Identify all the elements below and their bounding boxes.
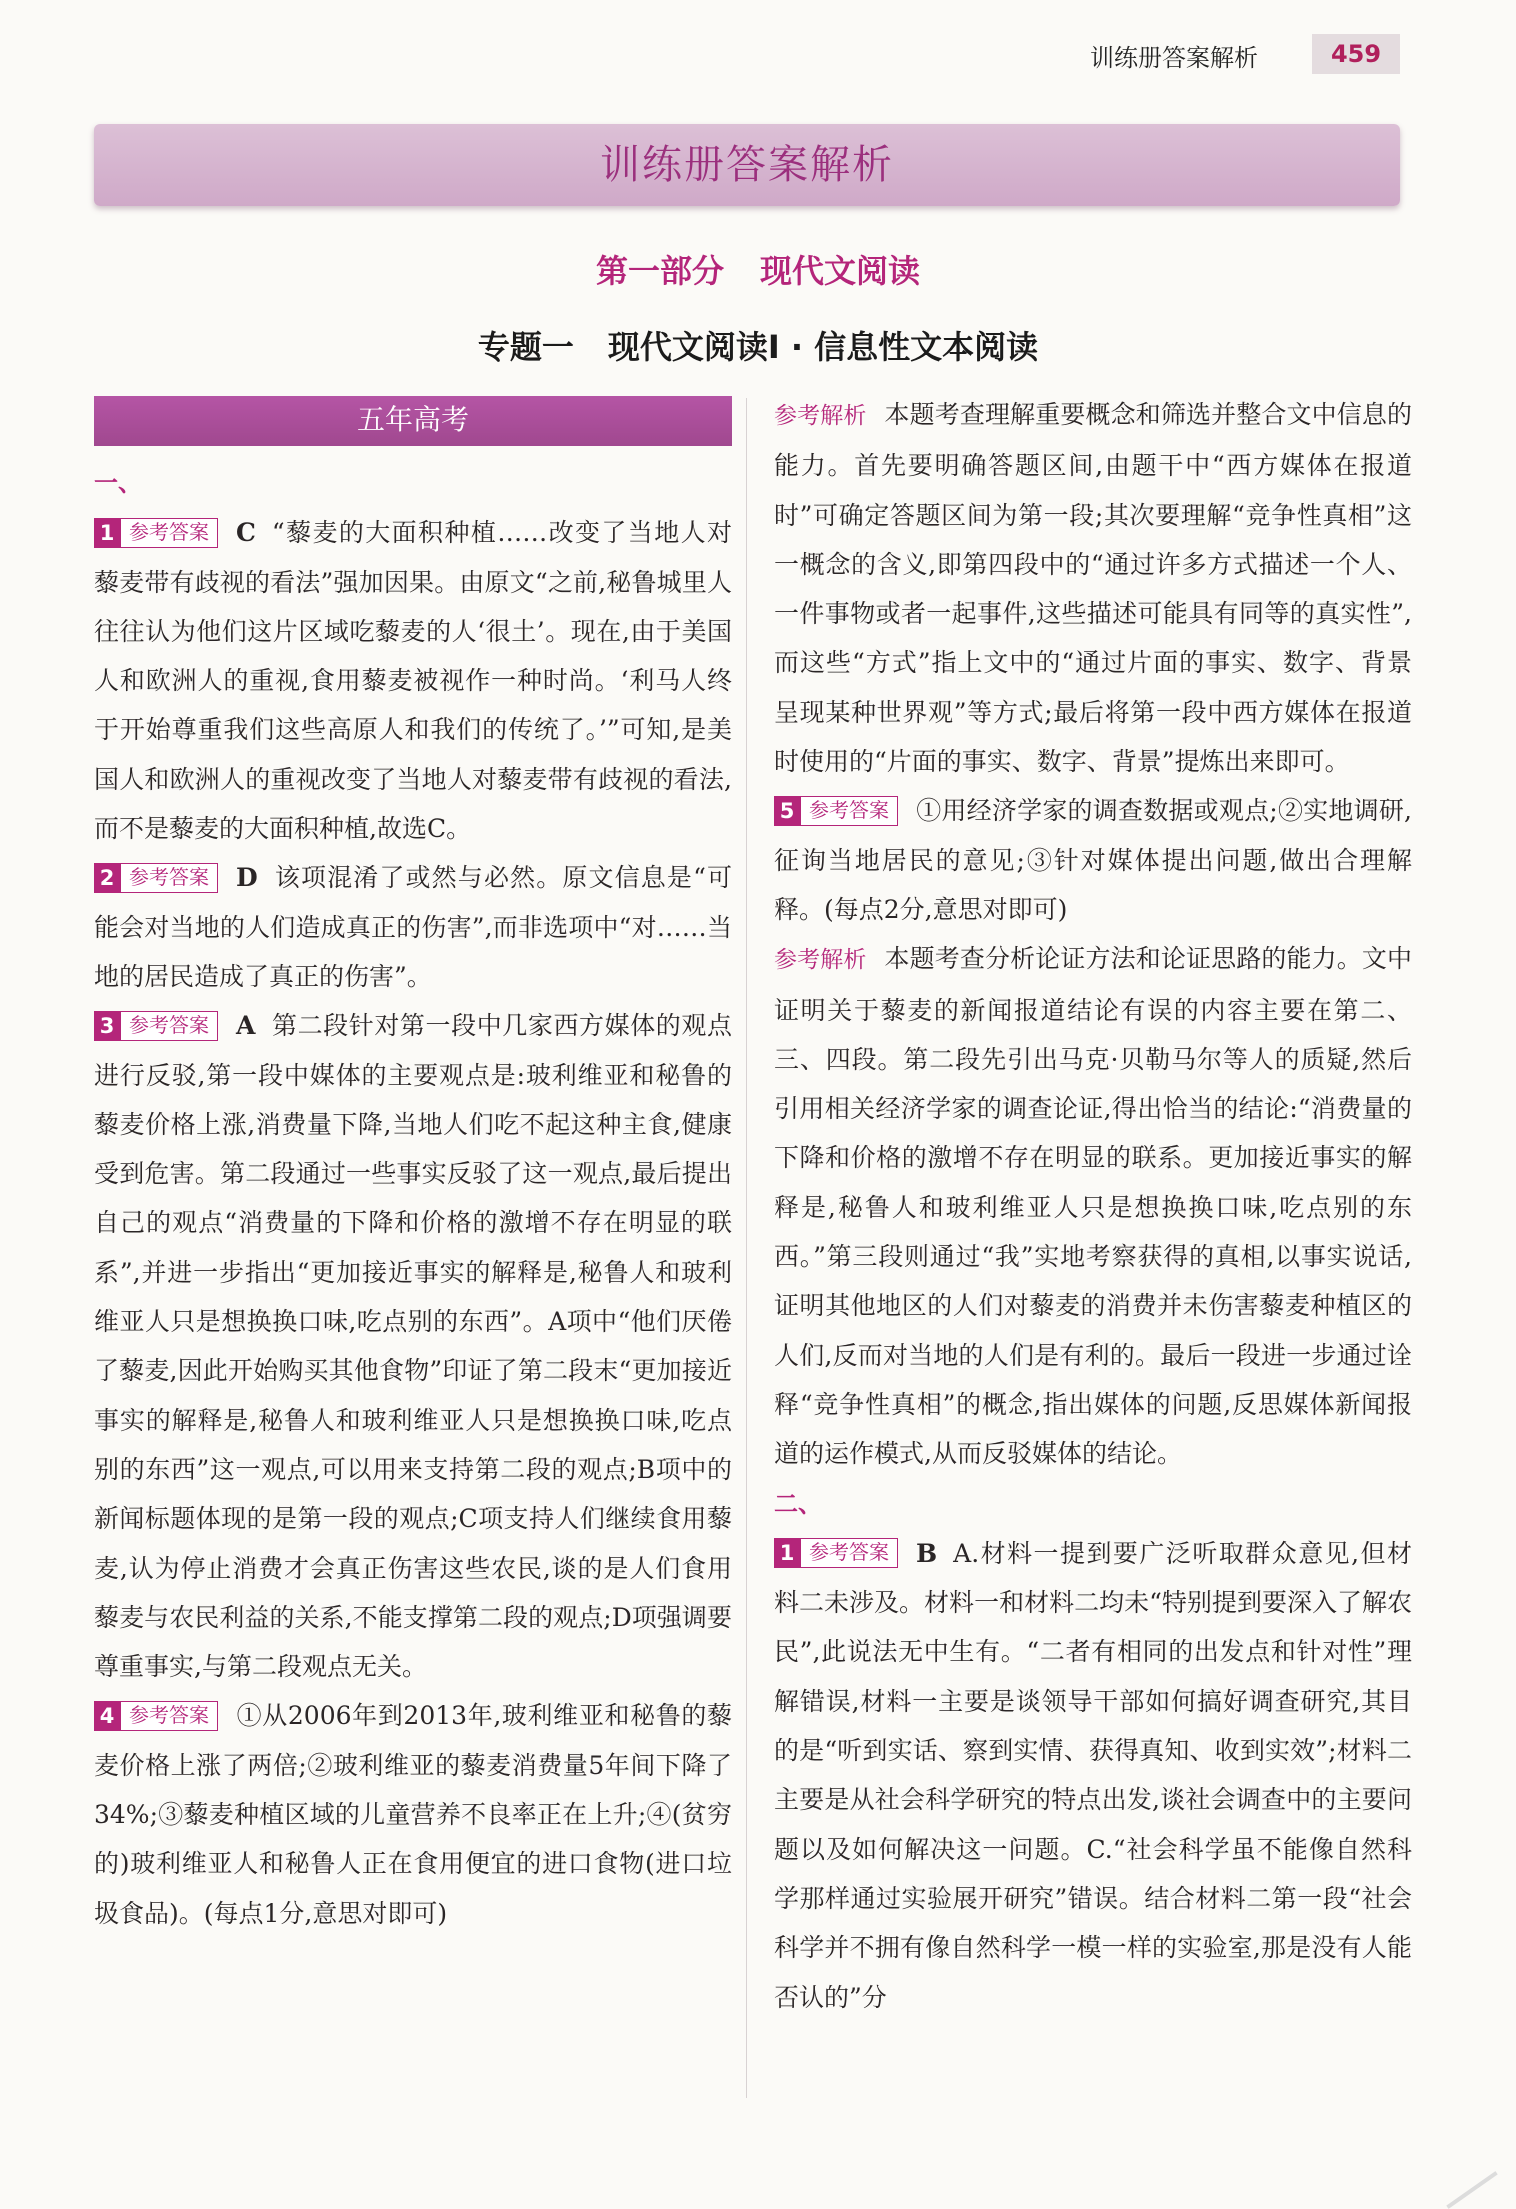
- right-column: [774, 390, 1412, 2022]
- analysis-text: 本题考查分析论证方法和论证思路的能力。文中证明关于藜麦的新闻报道结论有误的内容主要在第二、三、四段。第二段先引出马克·贝勒马尔等人的质疑,然后引用相关经济学家的调查论证,得出恰当的结论:“消费量的下降和价格的激增不存在明显的联系。更加接近事实的解释是,秘鲁人和玻利维亚人只是想换换口味,吃点别的东西。”第三段则通过“我”实地考察获得的真相,以事实说话,证明其他地区的人们对藜麦的消费并未伤害藜麦种植区的人们,反而对当地的人们是有利的。最后一段进一步通过诠释“竞争性真相”的概念,指出媒体的问题,反思媒体新闻报道的运作模式,从而反驳媒体的结论。: [774, 944, 1412, 1469]
- column-divider: [746, 398, 747, 2098]
- answer-choice: B: [916, 1538, 938, 1568]
- analysis-q5: [774, 934, 1412, 1478]
- answer-q3: [94, 1001, 732, 1691]
- answer-text: ①从2006年到2013年,玻利维亚和秘鲁的藜麦价格上涨了两倍;②玻利维亚的藜麦消费量5年间下降了34%;③藜麦种植区域的儿童营养不良率正在上升;④(贫穷的)玻利维亚人和秘鲁人正在食用便宜的进口食物(进口垃圾食品)。(每点1分,意思对即可): [94, 1701, 732, 1928]
- topic-name: 现代文阅读Ⅰ · 信息性文本阅读: [607, 328, 1039, 366]
- answer-badge: 4 参考答案: [94, 1701, 218, 1731]
- analysis-label: 参考解析: [774, 403, 867, 429]
- banner-title: 训练册答案解析: [94, 124, 1400, 206]
- group-mark-two: 二、: [774, 1489, 822, 1518]
- group-mark-one: 一、: [94, 469, 142, 497]
- section-bar: 五年高考: [94, 396, 732, 446]
- answer-badge: 3 参考答案: [94, 1011, 218, 1041]
- answer-text: ①用经济学家的调查数据或观点;②实地调研,征询当地居民的意见;③针对媒体提出问题,做出合理解释。(每点2分,意思对即可): [774, 796, 1412, 924]
- pencil-mark: [1446, 2171, 1497, 2209]
- left-column: [94, 396, 732, 1938]
- answer-choice: D: [236, 863, 258, 893]
- answer-badge: 5 参考答案: [774, 796, 898, 826]
- page-number: 459: [1312, 34, 1400, 74]
- answer-choice: A: [236, 1011, 256, 1041]
- answer-text: 第二段针对第一段中几家西方媒体的观点进行反驳,第一段中媒体的主要观点是:玻利维亚和秘鲁的藜麦价格上涨,消费量下降,当地人们吃不起这种主食,健康受到危害。第二段通过一些事实反驳了这一观点,最后提出自己的观点“消费量的下降和价格的激增不存在明显的联系”,并进一步指出“更加接近事实的解释是,秘鲁人和玻利维亚人只是想换换口味,吃点别的东西”。A项中“他们厌倦了藜麦,因此开始购买其他食物”印证了第二段末“更加接近事实的解释是,秘鲁人和玻利维亚人只是想换换口味,吃点别的东西”这一观点,可以用来支持第二段的观点;B项中的新闻标题体现的是第一段的观点;C项支持人们继续食用藜麦,认为停止消费才会真正伤害这些农民,谈的是人们食用藜麦与农民利益的关系,不能支撑第二段的观点;D项强调要尊重事实,与第二段观点无关。: [94, 1011, 732, 1682]
- part-name: 现代文阅读: [760, 252, 921, 290]
- analysis-text: 本题考查理解重要概念和筛选并整合文中信息的能力。首先要明确答题区间,由题干中“西方媒体在报道时”可确定答题区间为第一段;其次要理解“竞争性真相”这一概念的含义,即第四段中的“通过许多方式描述一个人、一件事物或者一起事件,这些描述可能具有同等的真实性”,而这些“方式”指上文中的“通过片面的事实、数字、背景呈现某种世界观”等方式;最后将第一段中西方媒体在报道时使用的“片面的事实、数字、背景”提炼出来即可。: [774, 400, 1412, 777]
- answer-text: “藜麦的大面积种植……改变了当地人对藜麦带有歧视的看法”强加因果。由原文“之前,秘鲁城里人往往认为他们这片区域吃藜麦的人‘很土’。现在,由于美国人和欧洲人的重视,食用藜麦被视作一种时尚。‘利马人终于开始尊重我们这些高原人和我们的传统了。’”可知,是美国人和欧洲人的重视改变了当地人对藜麦带有歧视的看法,而不是藜麦的大面积种植,故选C。: [94, 518, 732, 844]
- answer-badge: 1 参考答案: [94, 518, 218, 548]
- part-label: 第一部分: [595, 252, 724, 290]
- answer-q5: [774, 786, 1412, 934]
- analysis-label: 参考解析: [774, 947, 867, 974]
- part-title: [0, 246, 1516, 292]
- topic-title: [0, 322, 1516, 368]
- answer-choice: C: [236, 518, 256, 548]
- answer-badge: 2 参考答案: [94, 863, 218, 893]
- analysis-q4: [774, 390, 1412, 786]
- answer-text: A.材料一提到要广泛听取群众意见,但材料二未涉及。材料一和材料二均未“特别提到要深入了解农民”,此说法无中生有。“二者有相同的出发点和针对性”理解错误,材料一主要是谈领导干部如何搞好调查研究,其目的是“听到实话、察到实情、获得真知、收到实效”;材料二主要是从社会科学研究的特点出发,谈社会调查中的主要问题以及如何解决这一问题。C.“社会科学虽不能像自然科学那样通过实验展开研究”错误。结合材料二第一段“社会科学并不拥有像自然科学一模一样的实验室,那是没有人能否认的”分: [774, 1538, 1412, 2012]
- answer-q1: [94, 508, 732, 853]
- running-title: 训练册答案解析: [1090, 44, 1258, 72]
- answer-q4: [94, 1691, 732, 1937]
- answer-text: 该项混淆了或然与必然。原文信息是“可能会对当地的人们造成真正的伤害”,而非选项中“对……当地的居民造成了真正的伤害”。: [94, 863, 732, 991]
- answer-q2: [94, 853, 732, 1001]
- topic-label: 专题一: [477, 328, 574, 366]
- answer-badge: 1 参考答案: [774, 1538, 898, 1568]
- answer-g2-q1: [774, 1529, 1412, 2022]
